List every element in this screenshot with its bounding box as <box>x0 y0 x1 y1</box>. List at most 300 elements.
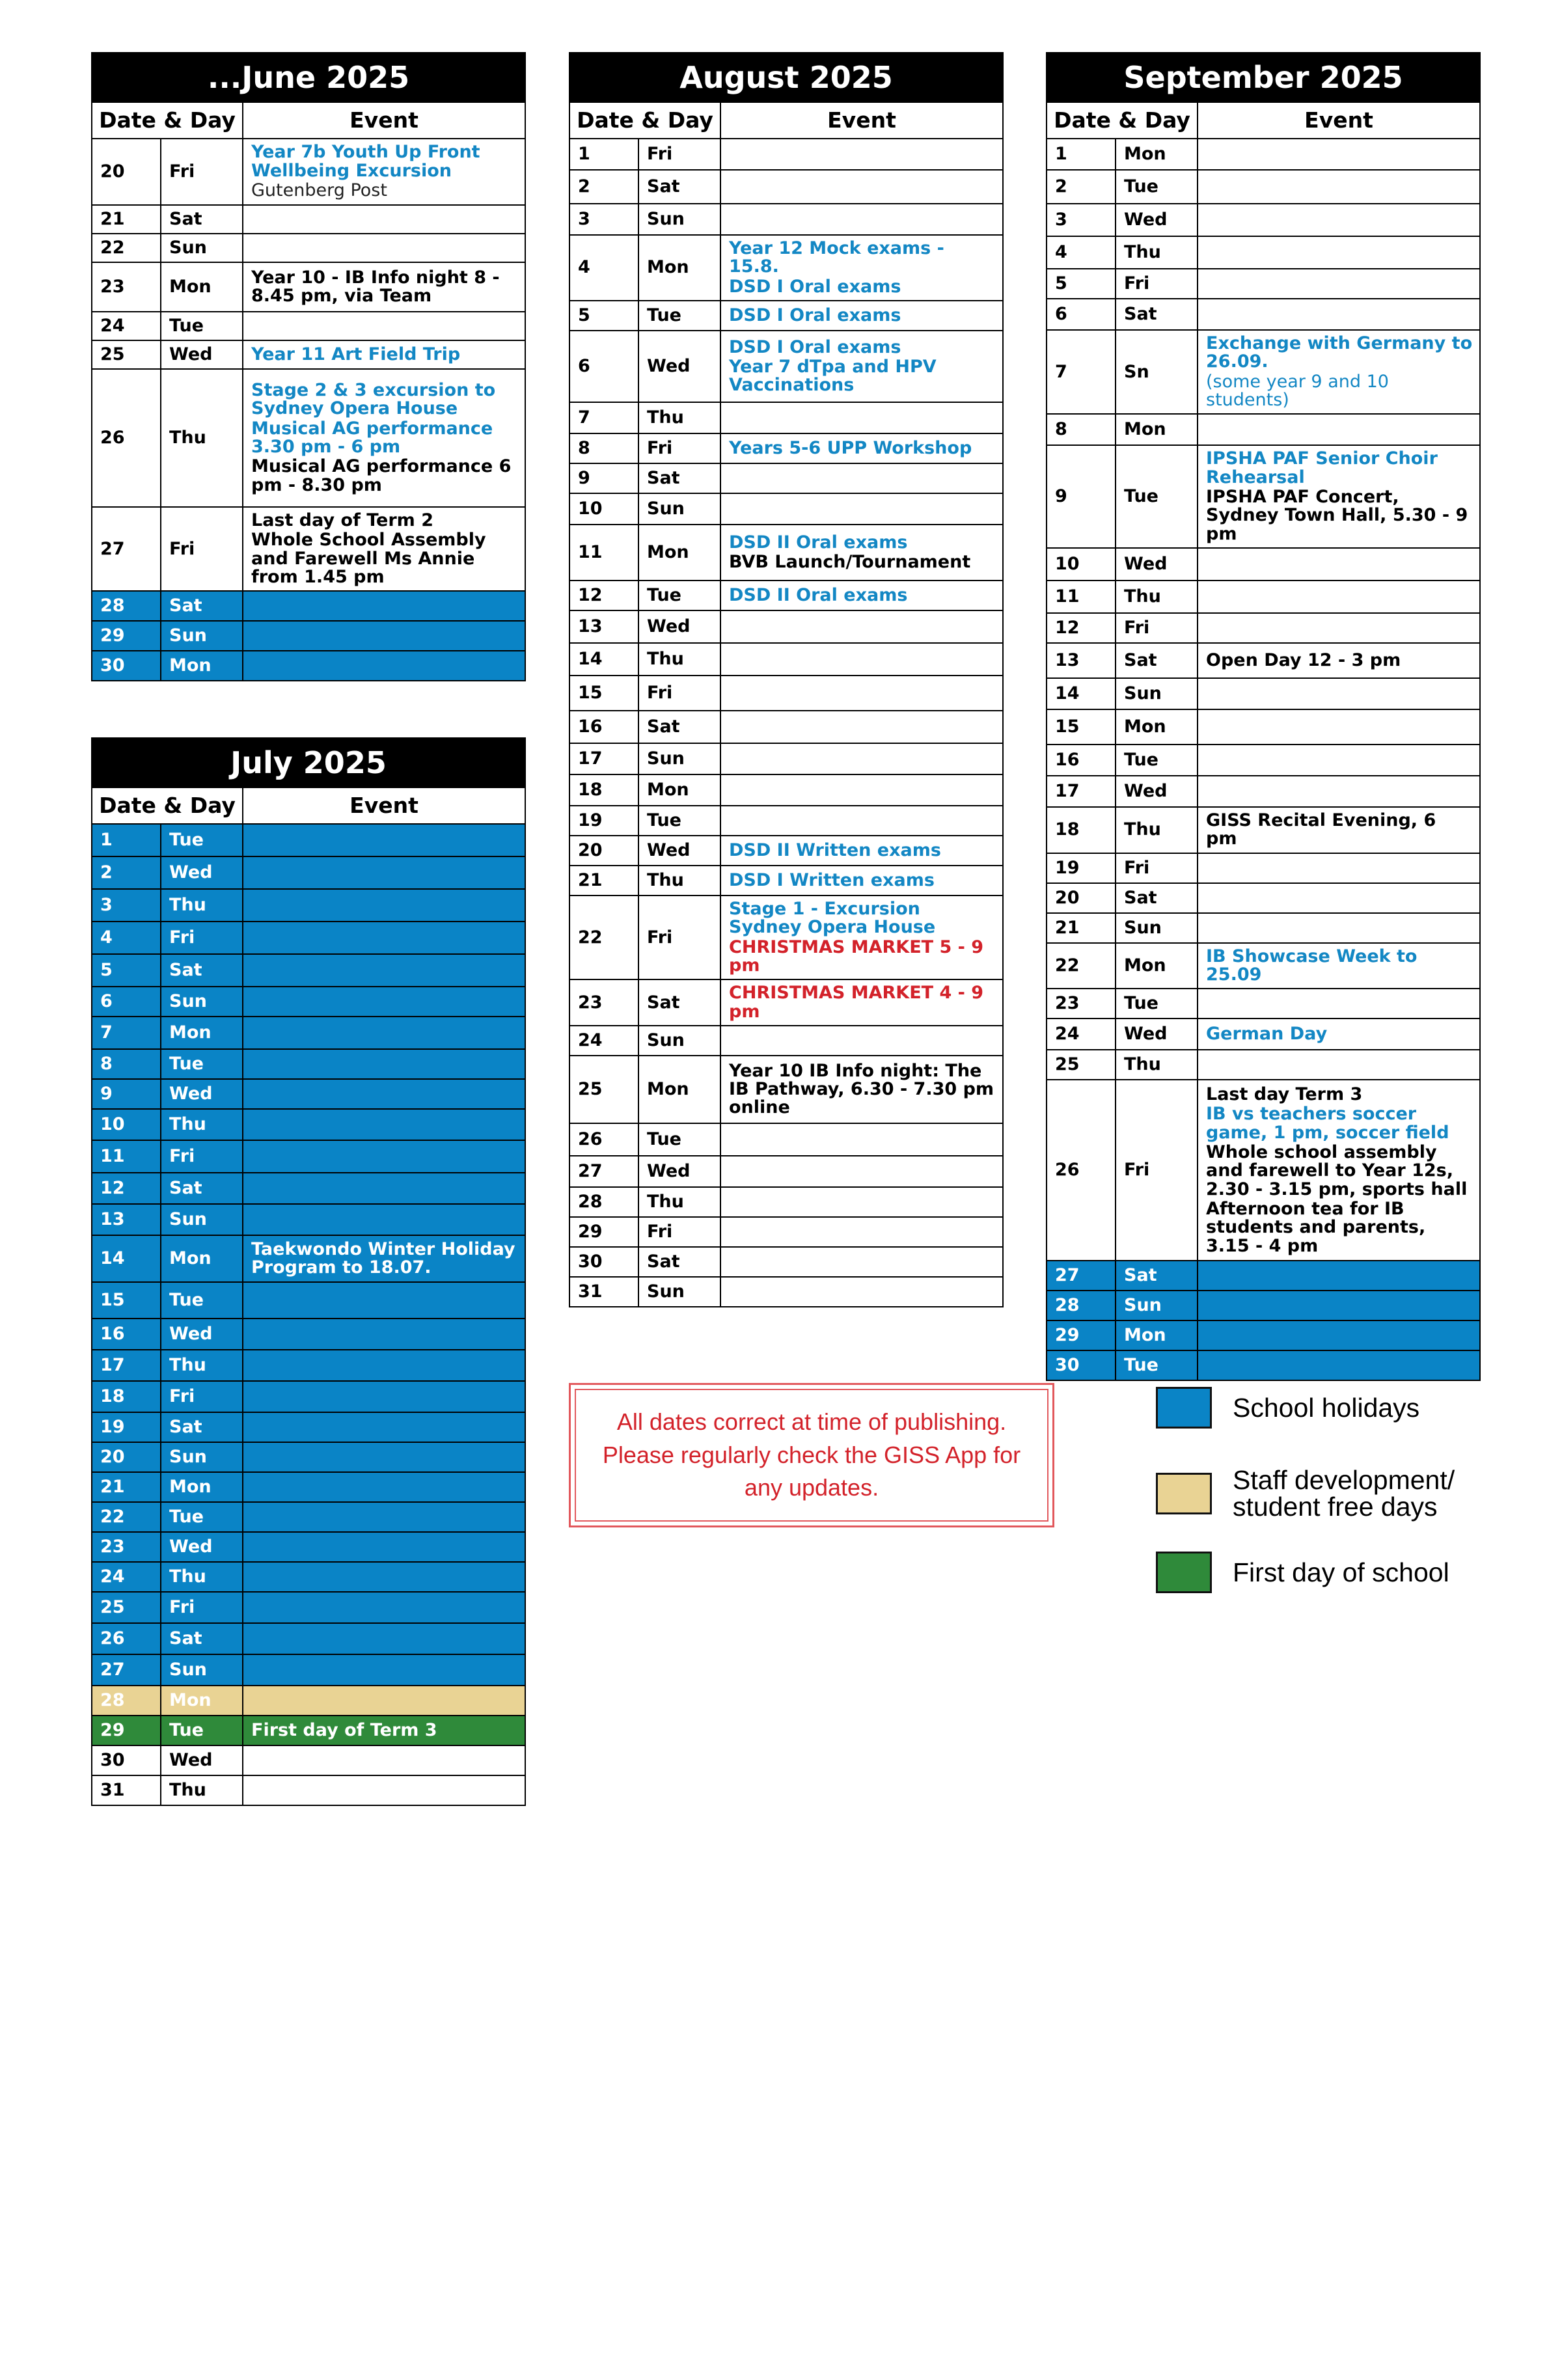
table-row <box>1047 643 1480 678</box>
date-cell: 13 <box>92 1204 161 1235</box>
weekday-cell: Tue <box>638 1123 720 1156</box>
weekday-cell: Wed <box>1116 1019 1198 1050</box>
weekday-cell: Thu <box>161 1562 243 1592</box>
table-row <box>1047 709 1480 745</box>
table-row <box>1047 445 1480 548</box>
date-cell: 8 <box>1047 414 1116 445</box>
event-cell <box>243 1412 525 1442</box>
event-cell <box>720 806 1003 836</box>
date-day-header: Date & Day <box>92 102 243 139</box>
table-row <box>92 205 525 234</box>
date-cell: 20 <box>92 1442 161 1472</box>
table-row <box>92 889 525 922</box>
event-cell <box>720 643 1003 676</box>
table-row <box>92 1502 525 1532</box>
publishing-notice <box>569 1383 1054 1527</box>
event-cell <box>243 1592 525 1623</box>
weekday-cell: Fri <box>1116 269 1198 299</box>
event-cell <box>720 676 1003 711</box>
date-cell: 12 <box>1047 613 1116 643</box>
table-row <box>92 1109 525 1140</box>
table-row <box>569 711 1003 743</box>
event-text: Year 10 - IB Info night 8 - 8.45 pm, via Team <box>251 267 500 306</box>
date-day-header: Date & Day <box>569 102 720 139</box>
event-cell <box>243 1319 525 1350</box>
event-cell <box>720 581 1003 610</box>
table-row <box>569 301 1003 331</box>
date-cell: 25 <box>92 1592 161 1623</box>
weekday-cell: Fri <box>1116 613 1198 643</box>
event-cell <box>1198 1320 1480 1350</box>
weekday-cell: Sn <box>1116 330 1198 414</box>
table-row <box>569 676 1003 711</box>
weekday-cell: Mon <box>161 1472 243 1502</box>
weekday-cell: Wed <box>638 331 720 402</box>
date-cell: 20 <box>92 139 161 205</box>
weekday-cell: Sat <box>638 1247 720 1277</box>
table-row <box>1047 678 1480 709</box>
event-text: Year 7b Youth Up Front Wellbeing Excursion <box>251 142 480 181</box>
date-cell: 2 <box>92 856 161 889</box>
date-cell: 9 <box>1047 445 1116 548</box>
event-text: IB Showcase Week to 25.09 <box>1206 946 1418 985</box>
table-row <box>92 1623 525 1654</box>
table-row <box>92 1350 525 1381</box>
event-cell <box>720 1056 1003 1123</box>
event-cell <box>243 591 525 621</box>
table-row <box>92 1079 525 1109</box>
table-row <box>569 806 1003 836</box>
weekday-cell: Mon <box>638 525 720 581</box>
event-cell <box>243 1502 525 1532</box>
weekday-cell: Sun <box>161 621 243 651</box>
weekday-cell: Sun <box>161 1204 243 1235</box>
event-cell <box>243 1654 525 1686</box>
table-row <box>92 1686 525 1716</box>
date-cell: 28 <box>569 1187 638 1217</box>
weekday-cell: Mon <box>1116 414 1198 445</box>
event-cell <box>243 922 525 954</box>
legend-label: First day of school <box>1233 1557 1449 1587</box>
event-text: German Day <box>1206 1024 1328 1045</box>
table-row <box>92 987 525 1017</box>
weekday-cell: Thu <box>161 1775 243 1805</box>
weekday-cell: Fri <box>638 1217 720 1247</box>
date-cell: 7 <box>1047 330 1116 414</box>
table-row <box>92 1592 525 1623</box>
event-cell <box>720 433 1003 463</box>
event-cell <box>720 896 1003 979</box>
table-row <box>92 369 525 507</box>
event-cell <box>1198 943 1480 989</box>
event-text: Musical AG performance 6 pm - 8.30 pm <box>251 456 512 495</box>
date-cell: 23 <box>1047 989 1116 1019</box>
date-cell: 19 <box>569 806 638 836</box>
event-cell <box>1198 1019 1480 1050</box>
weekday-cell: Sat <box>1116 1261 1198 1291</box>
event-text: Year 10 IB Info night: The IB Pathway, 6.30 - 7.30 pm online <box>729 1060 994 1118</box>
weekday-cell: Mon <box>161 262 243 312</box>
date-cell: 3 <box>1047 204 1116 236</box>
date-cell: 6 <box>569 331 638 402</box>
table-row <box>1047 330 1480 414</box>
table-row <box>569 896 1003 979</box>
event-text: CHRISTMAS MARKET 4 - 9 pm <box>729 983 984 1022</box>
date-cell: 15 <box>1047 709 1116 745</box>
event-text: DSD I Oral exams <box>729 336 901 357</box>
weekday-cell: Sun <box>161 987 243 1017</box>
date-cell: 27 <box>569 1156 638 1187</box>
event-cell <box>243 1079 525 1109</box>
weekday-cell: Sat <box>161 954 243 987</box>
weekday-cell: Fri <box>638 676 720 711</box>
weekday-cell: Fri <box>161 139 243 205</box>
table-row <box>92 1140 525 1173</box>
event-cell <box>1198 613 1480 643</box>
event-cell <box>243 1532 525 1562</box>
event-cell <box>243 889 525 922</box>
table-row <box>92 262 525 312</box>
date-cell: 9 <box>569 463 638 493</box>
event-text: Last day Term 3 <box>1206 1084 1363 1104</box>
event-cell <box>243 824 525 856</box>
weekday-cell: Wed <box>161 340 243 369</box>
weekday-cell: Fri <box>161 1381 243 1412</box>
table-row <box>1047 745 1480 776</box>
table-row <box>92 1049 525 1079</box>
date-cell: 1 <box>1047 139 1116 170</box>
date-cell: 28 <box>92 1686 161 1716</box>
weekday-cell: Wed <box>638 836 720 866</box>
date-cell: 25 <box>92 340 161 369</box>
weekday-cell: Fri <box>1116 853 1198 883</box>
date-cell: 10 <box>1047 548 1116 581</box>
weekday-cell: Wed <box>161 1532 243 1562</box>
event-header: Event <box>243 102 525 139</box>
event-cell <box>720 301 1003 331</box>
event-text: Whole school assembly and farewell to Year 12s, 2.30 - 3.15 pm, sports hall <box>1206 1142 1468 1199</box>
weekday-cell: Wed <box>638 610 720 643</box>
event-header: Event <box>720 102 1003 139</box>
event-cell <box>720 836 1003 866</box>
event-text: IPSHA PAF Concert, Sydney Town Hall, 5.30 - 9 pm <box>1206 487 1468 544</box>
date-cell: 29 <box>92 621 161 651</box>
weekday-cell: Sun <box>161 1654 243 1686</box>
table-row <box>1047 299 1480 330</box>
event-cell <box>243 369 525 507</box>
table-row <box>569 1277 1003 1307</box>
weekday-cell: Tue <box>161 824 243 856</box>
weekday-cell: Sun <box>638 743 720 774</box>
table-row <box>1047 139 1480 170</box>
date-cell: 5 <box>1047 269 1116 299</box>
weekday-cell: Sun <box>1116 678 1198 709</box>
weekday-cell: Tue <box>1116 170 1198 204</box>
date-cell: 31 <box>92 1775 161 1805</box>
weekday-cell: Thu <box>1116 1050 1198 1080</box>
weekday-cell: Tue <box>1116 445 1198 548</box>
table-row <box>569 1056 1003 1123</box>
table-row <box>569 463 1003 493</box>
notice-line-1: All dates correct at time of publishing. <box>616 1408 1007 1436</box>
event-header: Event <box>1198 102 1480 139</box>
weekday-cell: Thu <box>638 402 720 433</box>
date-cell: 27 <box>92 1654 161 1686</box>
table-row <box>569 1123 1003 1156</box>
weekday-cell: Mon <box>1116 1320 1198 1350</box>
event-cell <box>243 1140 525 1173</box>
date-cell: 29 <box>92 1716 161 1745</box>
date-cell: 21 <box>92 205 161 234</box>
date-cell: 1 <box>92 824 161 856</box>
table-row <box>569 1156 1003 1187</box>
date-cell: 27 <box>1047 1261 1116 1291</box>
event-cell <box>1198 414 1480 445</box>
july-calendar-table <box>91 737 526 1806</box>
table-row <box>92 1442 525 1472</box>
weekday-cell: Sat <box>638 463 720 493</box>
weekday-cell: Sat <box>1116 883 1198 913</box>
weekday-cell: Mon <box>638 1056 720 1123</box>
event-cell <box>720 774 1003 806</box>
weekday-cell: Fri <box>161 922 243 954</box>
event-cell <box>720 525 1003 581</box>
weekday-cell: Tue <box>638 301 720 331</box>
event-cell <box>243 340 525 369</box>
event-text: Stage 1 - Excursion Sydney Opera House <box>729 899 936 938</box>
event-text: IPSHA PAF Senior Choir Rehearsal <box>1206 448 1438 487</box>
weekday-cell: Tue <box>1116 989 1198 1019</box>
event-cell <box>243 1350 525 1381</box>
month-title: August 2025 <box>569 53 1003 102</box>
weekday-cell: Thu <box>161 1350 243 1381</box>
table-row <box>1047 1080 1480 1261</box>
date-cell: 26 <box>569 1123 638 1156</box>
event-cell <box>1198 445 1480 548</box>
event-text: Year 7 dTpa and HPV Vaccinations <box>729 356 937 396</box>
event-cell <box>1198 139 1480 170</box>
event-cell <box>243 1745 525 1775</box>
date-cell: 7 <box>569 402 638 433</box>
table-row <box>92 954 525 987</box>
weekday-cell: Mon <box>161 1235 243 1282</box>
date-cell: 17 <box>92 1350 161 1381</box>
event-cell <box>1198 1080 1480 1261</box>
event-text: First day of Term 3 <box>251 1719 437 1740</box>
event-cell <box>243 1623 525 1654</box>
date-cell: 3 <box>92 889 161 922</box>
date-cell: 10 <box>569 493 638 525</box>
event-text: Open Day 12 - 3 pm <box>1206 650 1401 670</box>
table-row <box>569 204 1003 235</box>
date-cell: 31 <box>569 1277 638 1307</box>
table-row <box>569 331 1003 402</box>
event-cell <box>1198 776 1480 807</box>
event-text: DSD II Written exams <box>729 840 941 860</box>
table-row <box>92 1532 525 1562</box>
date-cell: 18 <box>92 1381 161 1412</box>
event-cell <box>243 205 525 234</box>
september-calendar-table <box>1046 52 1481 1381</box>
event-cell <box>1198 913 1480 943</box>
event-cell <box>1198 1291 1480 1320</box>
event-text: DSD I Written exams <box>729 869 935 890</box>
table-row <box>92 1745 525 1775</box>
weekday-cell: Sat <box>1116 643 1198 678</box>
table-row <box>1047 548 1480 581</box>
date-cell: 19 <box>92 1412 161 1442</box>
date-cell: 23 <box>92 1532 161 1562</box>
weekday-cell: Thu <box>161 1109 243 1140</box>
date-cell: 9 <box>92 1079 161 1109</box>
weekday-cell: Thu <box>638 866 720 896</box>
date-cell: 24 <box>92 1562 161 1592</box>
event-text: DSD II Oral exams <box>729 532 908 553</box>
legend-first-day <box>1156 1552 1449 1593</box>
month-title: ...June 2025 <box>92 53 525 102</box>
date-cell: 4 <box>1047 236 1116 269</box>
weekday-cell: Thu <box>161 889 243 922</box>
weekday-cell: Sun <box>638 204 720 235</box>
event-cell <box>243 139 525 205</box>
weekday-cell: Sun <box>638 1277 720 1307</box>
table-row <box>1047 269 1480 299</box>
table-row <box>1047 853 1480 883</box>
table-row <box>569 836 1003 866</box>
date-cell: 30 <box>92 1745 161 1775</box>
table-row <box>569 139 1003 170</box>
weekday-cell: Tue <box>1116 745 1198 776</box>
event-cell <box>1198 170 1480 204</box>
table-row <box>92 1412 525 1442</box>
event-cell <box>720 979 1003 1026</box>
date-cell: 11 <box>92 1140 161 1173</box>
weekday-cell: Tue <box>161 1716 243 1745</box>
event-text: IB vs teachers soccer game, 1 pm, soccer field <box>1206 1104 1449 1143</box>
table-row <box>569 979 1003 1026</box>
event-text: Years 5-6 UPP Workshop <box>729 437 972 458</box>
date-cell: 28 <box>1047 1291 1116 1320</box>
event-cell <box>1198 581 1480 613</box>
date-cell: 17 <box>1047 776 1116 807</box>
table-row <box>92 1472 525 1502</box>
event-text: Year 11 Art Field Trip <box>251 344 461 364</box>
event-cell <box>720 1156 1003 1187</box>
table-row <box>1047 414 1480 445</box>
date-cell: 18 <box>1047 807 1116 853</box>
table-row <box>92 1716 525 1745</box>
legend-swatch-green <box>1156 1552 1212 1593</box>
table-row <box>1047 943 1480 989</box>
august-calendar-table <box>569 52 1004 1307</box>
table-row <box>1047 1350 1480 1380</box>
weekday-cell: Sat <box>638 979 720 1026</box>
event-cell <box>720 331 1003 402</box>
event-cell <box>1198 853 1480 883</box>
event-cell <box>243 1381 525 1412</box>
event-cell <box>720 1217 1003 1247</box>
date-cell: 24 <box>92 312 161 340</box>
table-row <box>569 1026 1003 1056</box>
notice-line-2: Please regularly check the GISS App for any updates. <box>602 1441 1021 1501</box>
weekday-cell: Thu <box>1116 236 1198 269</box>
table-row <box>569 643 1003 676</box>
event-cell <box>243 856 525 889</box>
table-row <box>1047 613 1480 643</box>
date-cell: 29 <box>1047 1320 1116 1350</box>
event-cell <box>243 312 525 340</box>
weekday-cell: Thu <box>1116 581 1198 613</box>
event-cell <box>1198 1050 1480 1080</box>
event-text: Exchange with Germany to 26.09. <box>1206 333 1473 372</box>
event-cell <box>720 235 1003 301</box>
weekday-cell: Tue <box>638 806 720 836</box>
event-cell <box>243 234 525 262</box>
legend-swatch-blue <box>1156 1387 1212 1429</box>
weekday-cell: Wed <box>161 1745 243 1775</box>
date-cell: 1 <box>569 139 638 170</box>
date-cell: 4 <box>92 922 161 954</box>
date-cell: 21 <box>569 866 638 896</box>
date-cell: 21 <box>1047 913 1116 943</box>
table-row <box>1047 1019 1480 1050</box>
table-row <box>1047 170 1480 204</box>
date-cell: 18 <box>569 774 638 806</box>
table-row <box>569 866 1003 896</box>
table-row <box>1047 913 1480 943</box>
weekday-cell: Sun <box>161 1442 243 1472</box>
event-cell <box>720 711 1003 743</box>
event-text: Gutenberg Post <box>251 180 387 201</box>
weekday-cell: Sat <box>638 170 720 204</box>
table-row <box>569 170 1003 204</box>
date-cell: 11 <box>569 525 638 581</box>
event-cell <box>243 1282 525 1319</box>
table-row <box>1047 1050 1480 1080</box>
table-row <box>92 1319 525 1350</box>
date-cell: 22 <box>92 1502 161 1532</box>
date-cell: 16 <box>569 711 638 743</box>
event-cell <box>1198 807 1480 853</box>
event-cell <box>243 1049 525 1079</box>
date-cell: 14 <box>92 1235 161 1282</box>
event-cell <box>1198 269 1480 299</box>
table-row <box>1047 204 1480 236</box>
date-cell: 22 <box>92 234 161 262</box>
table-row <box>1047 807 1480 853</box>
date-cell: 14 <box>569 643 638 676</box>
date-day-header: Date & Day <box>1047 102 1198 139</box>
date-cell: 22 <box>569 896 638 979</box>
table-row <box>569 525 1003 581</box>
date-cell: 15 <box>569 676 638 711</box>
event-cell <box>243 1562 525 1592</box>
weekday-cell: Wed <box>161 1319 243 1350</box>
event-cell <box>1198 548 1480 581</box>
legend-staff-development <box>1156 1467 1493 1520</box>
date-cell: 10 <box>92 1109 161 1140</box>
weekday-cell: Sun <box>638 1026 720 1056</box>
weekday-cell: Sun <box>638 493 720 525</box>
table-row <box>569 743 1003 774</box>
weekday-cell: Wed <box>638 1156 720 1187</box>
weekday-cell: Mon <box>161 651 243 681</box>
weekday-cell: Tue <box>161 312 243 340</box>
event-cell <box>720 204 1003 235</box>
event-cell <box>720 610 1003 643</box>
date-cell: 17 <box>569 743 638 774</box>
date-cell: 25 <box>1047 1050 1116 1080</box>
